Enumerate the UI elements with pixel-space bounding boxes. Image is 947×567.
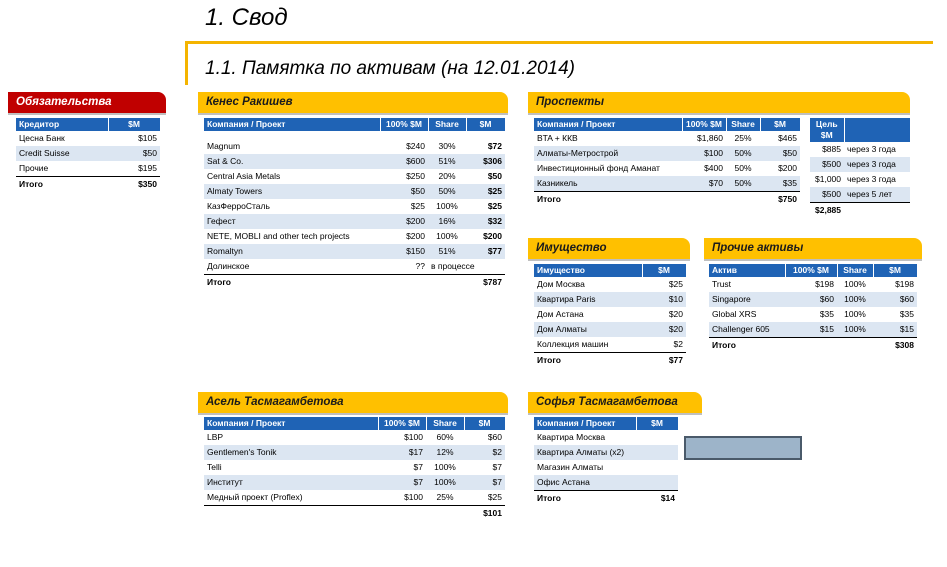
- table-cell: $1,000: [815, 174, 841, 184]
- table-row: [204, 244, 505, 259]
- table-cell: Медный проект (Proflex): [207, 492, 303, 502]
- table-cell: Квартира Алматы (x2): [534, 445, 636, 460]
- title-rule-horizontal: [185, 41, 933, 44]
- table-cell: Дом Астана: [537, 309, 584, 319]
- table-row: [534, 322, 686, 337]
- total-row: [534, 353, 686, 369]
- table-cell: 100%: [844, 309, 866, 319]
- table-row: [534, 146, 800, 161]
- sofia-tab: Софья Тасмагамбетова: [528, 392, 702, 413]
- table-cell: Singapore: [709, 292, 785, 307]
- table-cell: $25: [487, 492, 502, 502]
- table-row: [534, 161, 800, 176]
- column-header: $M: [464, 417, 505, 430]
- table-cell: $100: [404, 432, 423, 442]
- table-cell: Дом Москва: [537, 279, 585, 289]
- table-row: [534, 307, 686, 322]
- table-cell: Almaty Towers: [204, 184, 380, 199]
- table-row: [534, 430, 678, 445]
- table-header-row: [709, 264, 917, 277]
- table-cell: Долинское: [207, 261, 250, 271]
- table-cell: $32: [466, 214, 505, 229]
- table-cell: 20%: [438, 171, 456, 181]
- total-label: Итого: [534, 192, 760, 208]
- table-cell: $465: [778, 133, 797, 143]
- table-cell: Казникель: [534, 176, 682, 192]
- table-cell: Алматы-Метрострой: [534, 146, 682, 161]
- table-header-row: [204, 417, 505, 430]
- table-cell: $2: [673, 339, 683, 349]
- total-label: [204, 506, 464, 522]
- table-cell: Credit Suisse: [16, 146, 108, 161]
- total-value: $77: [642, 353, 686, 369]
- table-cell: Central Asia Metals: [207, 171, 281, 181]
- table-cell: $60: [873, 292, 917, 307]
- column-header: Компания / Проект: [204, 118, 380, 131]
- table-cell: 100%: [837, 292, 873, 307]
- column-header: Share: [837, 264, 873, 277]
- sofia-table: [534, 417, 679, 506]
- table-cell: Квартира Paris: [534, 292, 642, 307]
- table-cell: $72: [487, 141, 502, 151]
- table-cell: Цесна Банк: [19, 133, 65, 143]
- table-row: [709, 277, 917, 292]
- table-row: [204, 430, 505, 445]
- table-cell: Gentlemen's Tonik: [204, 445, 378, 460]
- table-row: [534, 337, 686, 353]
- total-row: [709, 338, 917, 354]
- table-cell: [636, 445, 678, 460]
- table-row: [16, 131, 160, 146]
- table-cell: 100%: [837, 322, 873, 338]
- table-cell: $77: [466, 244, 505, 259]
- column-header: [844, 118, 910, 142]
- total-value: $14: [636, 491, 678, 507]
- table-row: [204, 229, 505, 244]
- total-row: [534, 491, 678, 507]
- table-cell: $240: [406, 141, 425, 151]
- column-header: Share: [428, 118, 466, 131]
- table-header-row: [810, 118, 910, 142]
- table-cell: $1,860: [697, 133, 723, 143]
- table-row: [534, 475, 678, 491]
- table-row: [709, 307, 917, 322]
- table-cell: 100%: [434, 462, 456, 472]
- table-row: [16, 146, 160, 161]
- table-cell: $60: [487, 432, 502, 442]
- table-cell: [636, 460, 678, 475]
- table-cell: [636, 475, 678, 491]
- table-row: [810, 142, 910, 157]
- table-row: [16, 161, 160, 177]
- table-cell: $306: [466, 154, 505, 169]
- table-row: [204, 184, 505, 199]
- table-cell: $500: [810, 157, 844, 172]
- liabilities-tab: Обязательства: [8, 92, 166, 113]
- table-cell: 50%: [726, 146, 760, 161]
- table-row: [204, 199, 505, 214]
- table-cell: $198: [815, 279, 834, 289]
- table-cell: $20: [668, 309, 683, 319]
- table-cell: Прочие: [19, 163, 49, 173]
- column-header: 100% $M: [682, 118, 726, 131]
- table-row: [709, 322, 917, 338]
- table-cell: $50: [760, 146, 800, 161]
- table-cell: LBP: [207, 432, 224, 442]
- table-cell: в процессе: [431, 261, 475, 271]
- column-header: $M: [873, 264, 917, 277]
- table-cell: Гефест: [204, 214, 380, 229]
- total-value: $750: [760, 192, 800, 208]
- table-cell: Коллекция машин: [537, 339, 609, 349]
- column-header: Актив: [709, 264, 785, 277]
- table-cell: $100: [682, 146, 726, 161]
- table-header-row: [16, 118, 160, 131]
- total-value: $2,885: [810, 203, 844, 219]
- table-cell: $600: [380, 154, 428, 169]
- table-cell: 100%: [426, 475, 464, 490]
- table-cell: $200: [778, 163, 797, 173]
- table-row: [204, 259, 505, 275]
- total-value: $308: [873, 338, 917, 354]
- table-row: [204, 475, 505, 490]
- table-cell: $35: [760, 176, 800, 192]
- table-cell: $50: [380, 184, 428, 199]
- table-cell: $25: [487, 201, 502, 211]
- table-header-row: [534, 264, 686, 277]
- table-cell: $15: [785, 322, 837, 338]
- table-cell: 100%: [436, 231, 458, 241]
- table-cell: $195: [138, 163, 157, 173]
- table-cell: 51%: [428, 244, 466, 259]
- table-cell: $35: [899, 309, 914, 319]
- page-subtitle: 1.1. Памятка по активам (на 12.01.2014): [205, 58, 575, 79]
- other-assets-table: [709, 264, 918, 353]
- table-cell: $70: [682, 176, 726, 192]
- table-cell: 51%: [428, 154, 466, 169]
- table-row: [534, 445, 678, 460]
- placeholder-box: [684, 436, 802, 460]
- spacer-row: [204, 131, 505, 139]
- column-header: 100% $M: [380, 118, 428, 131]
- prospects-table: [534, 118, 801, 207]
- table-cell: $25: [410, 201, 425, 211]
- table-cell: $17: [378, 445, 426, 460]
- asel-tab: Асель Тасмагамбетова: [198, 392, 508, 413]
- table-cell: Офис Астана: [534, 475, 636, 491]
- table-cell: 50%: [734, 163, 752, 173]
- table-row: [204, 169, 505, 184]
- table-cell: 100%: [436, 201, 458, 211]
- table-row: [204, 490, 505, 506]
- table-cell: $25: [668, 279, 683, 289]
- table-cell: $105: [138, 133, 157, 143]
- table-row: [534, 292, 686, 307]
- table-cell: Romaltyn: [204, 244, 380, 259]
- column-header: Share: [726, 118, 760, 131]
- other-assets-tab: Прочие активы: [704, 238, 922, 259]
- column-header: Компания / Проект: [534, 118, 682, 131]
- column-header: $M: [760, 118, 800, 131]
- table-row: [810, 187, 910, 203]
- table-row: [204, 139, 505, 154]
- table-cell: 100%: [844, 279, 866, 289]
- table-cell: 50%: [726, 176, 760, 192]
- asel-table: [204, 417, 506, 521]
- table-row: [204, 214, 505, 229]
- table-cell: $100: [404, 492, 423, 502]
- prospect-prices-table: [810, 118, 911, 218]
- table-cell: Magnum: [207, 141, 241, 151]
- column-header: Share: [426, 417, 464, 430]
- table-cell: $7: [413, 462, 423, 472]
- table-row: [810, 172, 910, 187]
- liabilities-table: [16, 118, 161, 192]
- table-cell: $200: [380, 214, 428, 229]
- table-cell: $15: [873, 322, 917, 338]
- table-cell: $198: [895, 279, 914, 289]
- title-rule-vertical: [185, 41, 188, 85]
- table-cell: Инвестиционный фонд Аманат: [537, 163, 660, 173]
- table-cell: $20: [642, 322, 686, 337]
- rakishev-table: [204, 118, 506, 290]
- column-header: Компания / Проект: [204, 417, 378, 430]
- table-row: [534, 131, 800, 146]
- table-cell: Дом Алматы: [534, 322, 642, 337]
- column-header: $M: [636, 417, 678, 430]
- table-cell: $2: [464, 445, 505, 460]
- table-cell: BTA + ККВ: [537, 133, 578, 143]
- prospects-tab: Проспекты: [528, 92, 910, 113]
- table-row: [204, 445, 505, 460]
- table-cell: Trust: [712, 279, 732, 289]
- table-cell: Магазин Алматы: [537, 462, 604, 472]
- total-label: Итого: [16, 177, 108, 193]
- table-cell: ??: [415, 261, 425, 271]
- rakishev-tab: Кенес Ракишев: [198, 92, 508, 113]
- table-header-row: [534, 417, 678, 430]
- table-cell: $150: [380, 244, 428, 259]
- table-cell: Telli: [207, 462, 222, 472]
- table-row: [534, 460, 678, 475]
- table-cell: $250: [406, 171, 425, 181]
- table-row: [709, 292, 917, 307]
- table-cell: $7: [492, 462, 502, 472]
- column-header: $M: [642, 264, 686, 277]
- table-cell: $400: [704, 163, 723, 173]
- table-cell: $7: [464, 475, 505, 490]
- table-cell: 30%: [438, 141, 456, 151]
- table-cell: КазФерроСталь: [207, 201, 270, 211]
- page-title: 1. Свод: [205, 4, 288, 31]
- column-header: Имущество: [534, 264, 642, 277]
- total-row: [204, 275, 505, 291]
- property-table: [534, 264, 687, 368]
- table-row: [534, 277, 686, 292]
- total-label: Итого: [534, 491, 636, 507]
- table-cell: 16%: [428, 214, 466, 229]
- table-row: [204, 460, 505, 475]
- table-cell: Квартира Москва: [537, 432, 606, 442]
- table-row: [810, 157, 910, 172]
- table-cell: $200: [483, 231, 502, 241]
- table-cell: [636, 430, 678, 445]
- total-label: Итого: [709, 338, 873, 354]
- table-row: [534, 176, 800, 192]
- table-cell: 25%: [436, 492, 454, 502]
- table-cell: $500: [810, 187, 844, 203]
- table-cell: через 3 года: [847, 174, 896, 184]
- total-value: $350: [108, 177, 160, 193]
- table-cell: Sat & Co.: [204, 154, 380, 169]
- table-cell: 25%: [734, 133, 752, 143]
- table-row: [204, 154, 505, 169]
- table-cell: Global XRS: [712, 309, 757, 319]
- total-value: $101: [464, 506, 505, 522]
- column-header: Компания / Проект: [534, 417, 636, 430]
- table-cell: [844, 203, 910, 219]
- total-label: Итого: [534, 353, 642, 369]
- table-cell: через 3 года: [844, 157, 910, 172]
- table-cell: $50: [108, 146, 160, 161]
- table-cell: 12%: [426, 445, 464, 460]
- total-row: [810, 203, 910, 219]
- table-cell: $35: [819, 309, 834, 319]
- column-header: 100% $M: [378, 417, 426, 430]
- column-header: $M: [466, 118, 505, 131]
- column-header: Кредитор: [16, 118, 108, 131]
- column-header: $M: [108, 118, 160, 131]
- table-header-row: [534, 118, 800, 131]
- table-cell: Институт: [204, 475, 378, 490]
- table-cell: NETE, MOBLI and other tech projects: [207, 231, 350, 241]
- table-cell: $50: [487, 171, 502, 181]
- table-cell: 50%: [428, 184, 466, 199]
- total-row: [16, 177, 160, 193]
- table-cell: $885: [822, 144, 841, 154]
- table-header-row: [204, 118, 505, 131]
- table-cell: $25: [466, 184, 505, 199]
- table-cell: 60%: [436, 432, 454, 442]
- total-value: $787: [466, 275, 505, 291]
- column-header: Цель $M: [810, 118, 844, 142]
- column-header: 100% $M: [785, 264, 837, 277]
- table-cell: через 5 лет: [844, 187, 910, 203]
- table-cell: $60: [785, 292, 837, 307]
- property-tab: Имущество: [528, 238, 690, 259]
- table-cell: Challenger 605: [709, 322, 785, 338]
- total-label: Итого: [204, 275, 466, 291]
- total-row: [204, 506, 505, 522]
- table-cell: $200: [406, 231, 425, 241]
- table-cell: $10: [642, 292, 686, 307]
- total-row: [534, 192, 800, 208]
- table-cell: через 3 года: [847, 144, 896, 154]
- table-cell: $7: [378, 475, 426, 490]
